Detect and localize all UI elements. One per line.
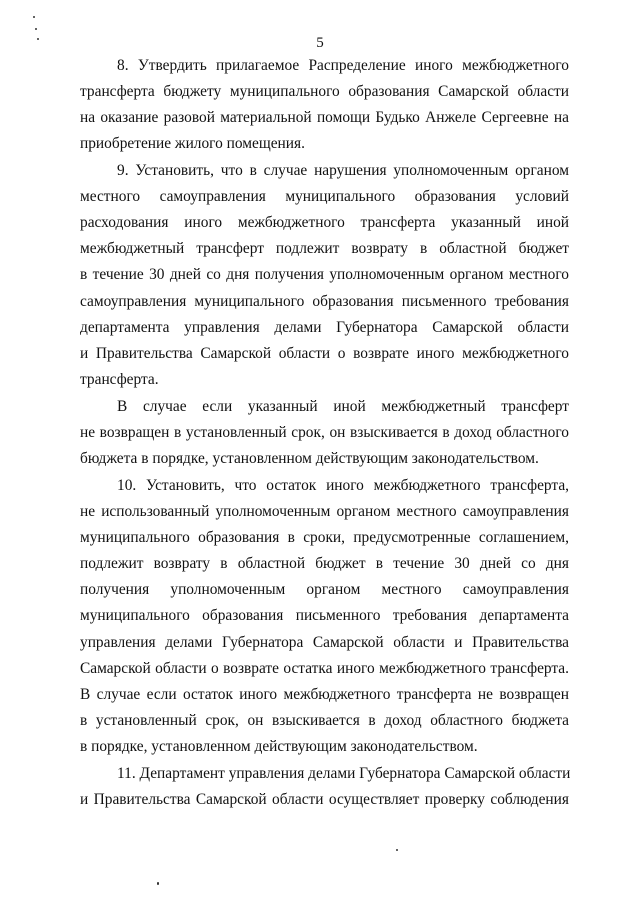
text-line: не использованный уполномоченным органом местного самоуправления — [80, 503, 569, 520]
text-line: В случае если остаток иного межбюджетного трансферта не возвращен — [80, 686, 569, 703]
text-line: подлежит возврату в областной бюджет в течение 30 дней со дня — [80, 555, 569, 572]
scan-speck — [396, 849, 398, 851]
text-line: трансферта бюджету муниципального образования Самарской области — [80, 83, 569, 100]
text-line: в порядке, установленном действующим законодательством. — [80, 738, 478, 755]
page-number: 5 — [316, 35, 324, 51]
text-line: 8. Утвердить прилагаемое Распределение иного межбюджетного — [117, 57, 569, 74]
text-line: 11. Департамент управления делами Губернатора Самарской области — [117, 765, 571, 782]
text-line: местного самоуправления муниципального образования условий — [80, 188, 569, 205]
text-line: бюджета в порядке, установленном действующим законодательством. — [80, 450, 539, 467]
text-line: межбюджетный трансферт подлежит возврату в областной бюджет — [80, 240, 569, 257]
text-line: 10. Установить, что остаток иного межбюджетного трансферта, — [117, 477, 569, 494]
scan-speck — [37, 38, 39, 40]
text-line: приобретение жилого помещения. — [80, 135, 305, 152]
scan-speck — [33, 16, 35, 18]
text-line: расходования иного межбюджетного трансферта указанный иной — [80, 214, 569, 231]
text-line: и Правительства Самарской области осуществляет проверку соблюдения — [80, 791, 569, 808]
text-line: на оказание разовой материальной помощи Будько Анжеле Сергеевне на — [80, 109, 569, 126]
text-line: департамента управления делами Губернатора Самарской области — [80, 319, 569, 336]
text-line: муниципального образования в сроки, предусмотренные соглашением, — [80, 529, 569, 546]
text-line: трансферта. — [80, 371, 159, 388]
scan-speck — [157, 882, 159, 885]
text-line: самоуправления муниципального образования письменного требования — [80, 293, 569, 310]
text-line: в течение 30 дней со дня получения уполномоченным органом местного — [80, 266, 569, 283]
text-line: получения уполномоченным органом местного самоуправления — [80, 581, 569, 598]
scan-speck — [35, 28, 37, 30]
text-line: 9. Установить, что в случае нарушения уполномоченным органом — [117, 162, 569, 179]
text-line: управления делами Губернатора Самарской области и Правительства — [80, 634, 569, 651]
text-line: муниципального образования письменного требования департамента — [80, 607, 569, 624]
text-line: не возвращен в установленный срок, он взыскивается в доход областного — [80, 424, 569, 441]
text-line: и Правительства Самарской области о возврате иного межбюджетного — [80, 345, 569, 362]
text-line: в установленный срок, он взыскивается в доход областного бюджета — [80, 712, 569, 729]
text-line: В случае если указанный иной межбюджетный трансферт — [117, 398, 569, 415]
text-line: Самарской области о возврате остатка иного межбюджетного трансферта. — [80, 660, 569, 677]
